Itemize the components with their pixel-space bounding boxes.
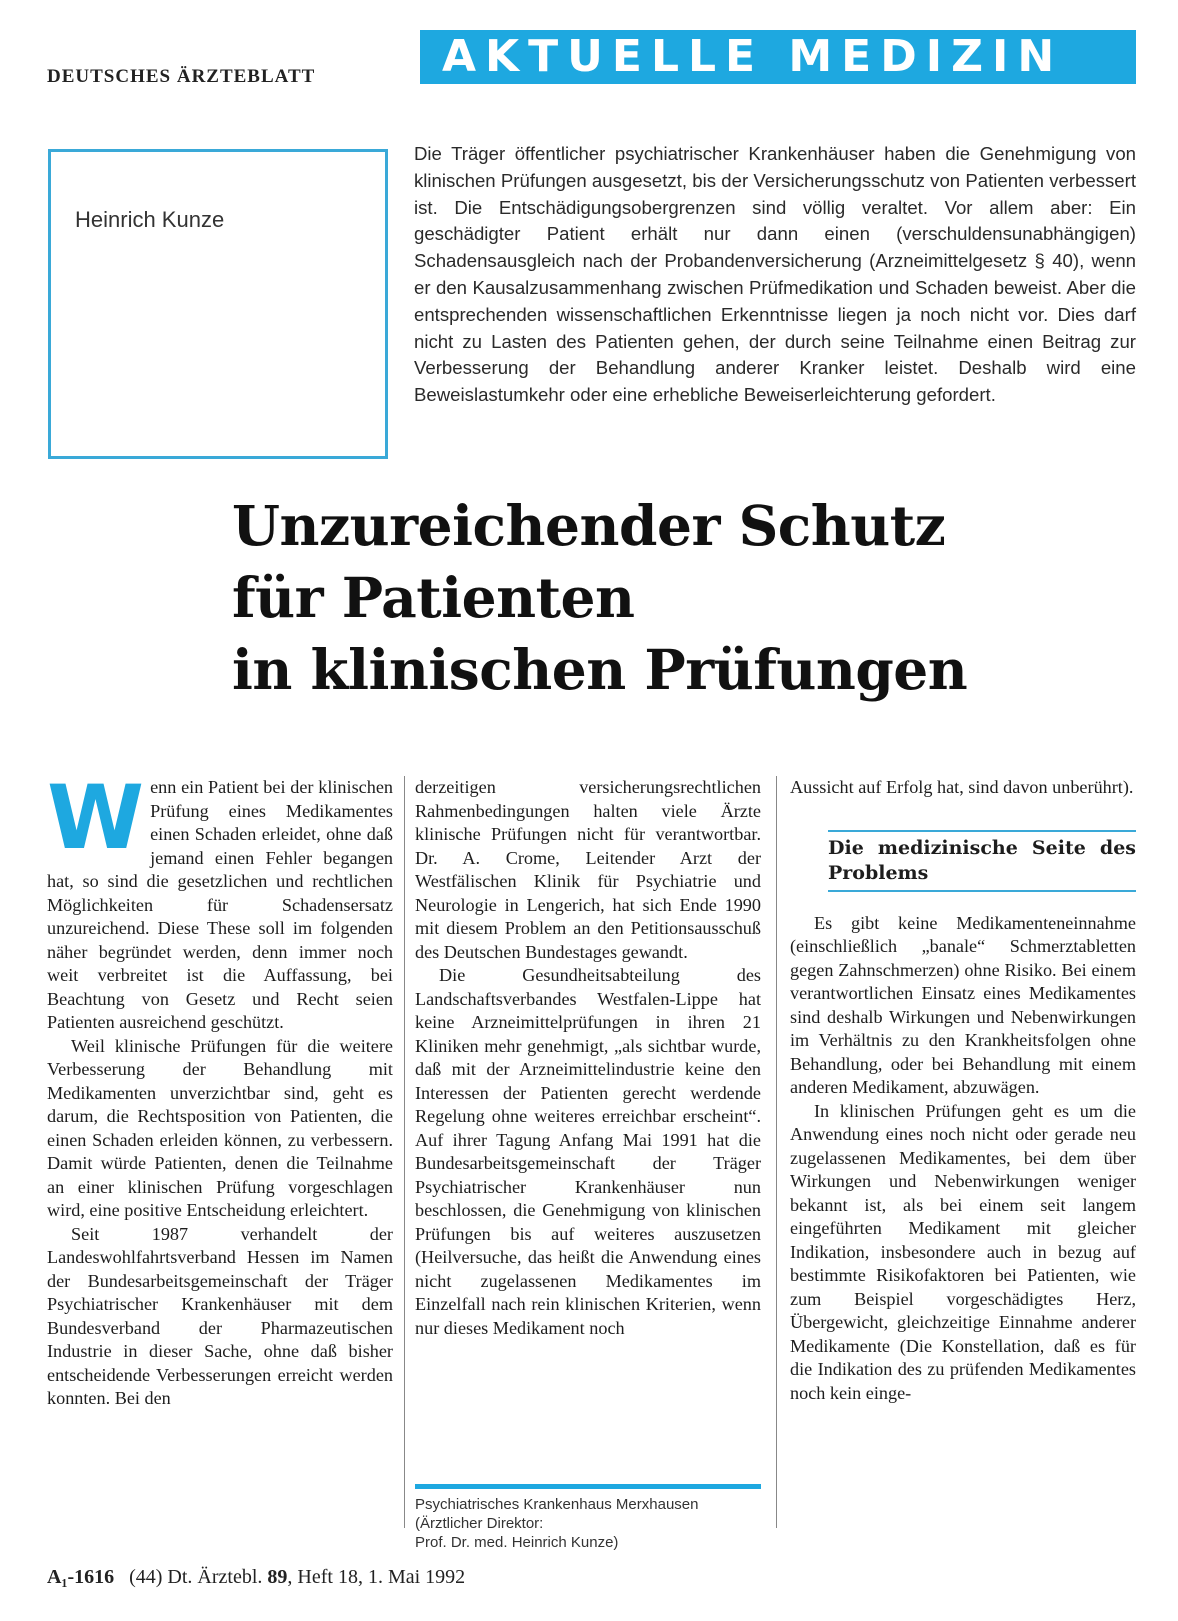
title-line: Unzureichender Schutz bbox=[232, 493, 946, 558]
affiliation-line: (Ärztlicher Direktor: bbox=[415, 1515, 544, 1532]
section-title: AKTUELLE MEDIZIN bbox=[442, 31, 1064, 82]
title-line: für Patienten bbox=[232, 565, 635, 630]
body-column-2 bbox=[415, 776, 761, 1340]
author-box bbox=[48, 149, 388, 459]
section-banner bbox=[420, 30, 1136, 84]
paragraph: Die Gesundheitsabteilung des Landschaftsverbandes Westfalen-Lippe hat keine Arzneimittelprüfungen in ihren 21 Kliniken mehr genehmigt, „als sichtbar wurde, daß mit der Arzneimittelindustrie keine den Interessen der Patienten gerecht werdende Regelung ohne weiteres erreichbar erscheint“. Auf ihrer Tagung Anfang Mai 1991 hat die Bundesarbeitsgemeinschaft der Träger Psychiatrischer Krankenhäuser nun beschlossen, die Genehmigung von klinischen Prüfungen bis auf weiteres auszusetzen (Heilversuche, das heißt die Anwendung eines nicht zugelassenen Medikamentes im Einzelfall nach rein klinischen Kriterien, wenn nur dieses Medikament noch bbox=[415, 965, 761, 1338]
author-name: Heinrich Kunze bbox=[75, 207, 225, 232]
article-title bbox=[232, 490, 1152, 706]
citation-issue: , Heft 18, 1. Mai 1992 bbox=[287, 1566, 466, 1588]
paragraph: In klinischen Prüfungen geht es um die Anwendung eines noch nicht oder gerade neu zugelassenen Medikamentes, bei dem über Wirkungen und Nebenwirkungen weniger bekannt ist, als bei einem seit langem eingeführten Medikament mit gleicher Indikation, insbesondere auch in bezug auf bestimmte Risikofaktoren bei Patienten, wie zum Beispiel vorgeschädigtes Herz, Übergewicht, gleichzeitige Einnahme anderer Medikamente (Die Konstellation, daß es für die Indikation des zu prüfenden Medikamentes noch kein einge- bbox=[790, 1100, 1136, 1403]
page-footer bbox=[47, 1566, 465, 1589]
citation-volume: 89 bbox=[267, 1566, 288, 1588]
column-divider bbox=[776, 776, 777, 1528]
page-number: A₁-1616 bbox=[47, 1566, 115, 1588]
column-divider bbox=[404, 776, 405, 1528]
affiliation-line: Psychiatrisches Krankenhaus Merxhausen bbox=[415, 1496, 699, 1513]
paragraph: derzeitigen versicherungsrechtlichen Rahmenbedingungen halten viele Ärzte klinische Prüfungen nicht für verantwortbar. Dr. A. Crome, Leitender Arzt der Westfälischen Klinik für Psychiatrie und Neurologie in Lengerich, hat sich Ende 1990 mit diesem Problem an den Petitionsausschuß des Deutschen Bundestages gewandt. bbox=[415, 777, 761, 962]
paragraph: Es gibt keine Medikamenteneinnahme (einschließlich „banale“ Schmerztabletten gegen Zahnschmerzen) ohne Risiko. Bei einem verantwortlichen Einsatz eines Medikamentes sind deshalb Wirkungen und Nebenwirkungen im Verhältnis zu den Krankheitsfolgen ohne Behandlung, oder bei Behandlung mit einem anderen Medikament, abzuwägen. bbox=[790, 912, 1136, 1097]
paragraph: enn ein Patient bei der klinischen Prüfung eines Medikamentes einen Schaden erleidet, ohne daß jemand einen Fehler begangen hat, so sind die gesetzlichen und rechtlichen Möglichkeiten für Schadensersatz unzureichend. Diese These soll im folgenden näher begründet werden, denn immer noch weit verbreitet ist die Auffassung, bei Beachtung von Gesetz und Recht seien Patienten ausreichend geschützt. bbox=[47, 777, 393, 1032]
subheading: Die medizinische Seite des Problems bbox=[828, 830, 1136, 892]
affiliation-line: Prof. Dr. med. Heinrich Kunze) bbox=[415, 1534, 619, 1551]
drop-cap: W bbox=[47, 766, 145, 869]
citation-journal: (44) Dt. Ärztebl. bbox=[129, 1566, 263, 1588]
journal-name: DEUTSCHES ÄRZTEBLATT bbox=[47, 66, 316, 87]
title-line: in klinischen Prüfungen bbox=[232, 637, 968, 702]
body-column-1 bbox=[47, 766, 393, 1411]
paragraph: Aussicht auf Erfolg hat, sind davon unberührt). bbox=[790, 777, 1134, 797]
author-affiliation bbox=[415, 1484, 761, 1552]
paragraph: Seit 1987 verhandelt der Landeswohlfahrtsverband Hessen im Namen der Bundesarbeitsgemeinschaft der Träger Psychiatrischer Krankenhäuser mit dem Bundesverband der Pharmazeutischen Industrie in dieser Sache, ohne daß bisher entscheidende Verbesserungen erreicht werden konnten. Bei den bbox=[47, 1223, 393, 1408]
paragraph: Weil klinische Prüfungen für die weitere Verbesserung der Behandlung mit Medikamenten unverzichtbar sind, geht es darum, die Rechtsposition von Patienten, die einen Schaden erleiden können, zu verbessern. Damit würde Patienten, denen die Teilnahme an einer klinischen Prüfung vorgeschlagen wird, eine positive Entscheidung erleichtert. bbox=[47, 1035, 393, 1220]
body-column-3 bbox=[790, 776, 1136, 1405]
abstract: Die Träger öffentlicher psychiatrischer Krankenhäuser haben die Genehmigung von klinischen Prüfungen ausgesetzt, bis der Versicherungsschutz von Patienten verbessert ist. Die Entschädigungsobergrenzen sind völlig veraltet. Vor allem aber: Ein geschädigter Patient erhält nur dann einen (verschuldensunabhängigen) Schadensausgleich nach der Probandenversicherung (Arzneimittelgesetz § 40), wenn er den Kausalzusammenhang zwischen Prüfmedikation und Schaden beweist. Aber die entsprechenden wissenschaftlichen Erkenntnisse liegen ja noch nicht vor. Dies darf nicht zu Lasten des Patienten gehen, der durch seine Teilnahme einen Beitrag zur Verbesserung der Behandlung anderer Kranker leistet. Deshalb wird eine Beweislastumkehr oder eine erhebliche Beweiserleichterung gefordert. bbox=[414, 143, 1136, 406]
